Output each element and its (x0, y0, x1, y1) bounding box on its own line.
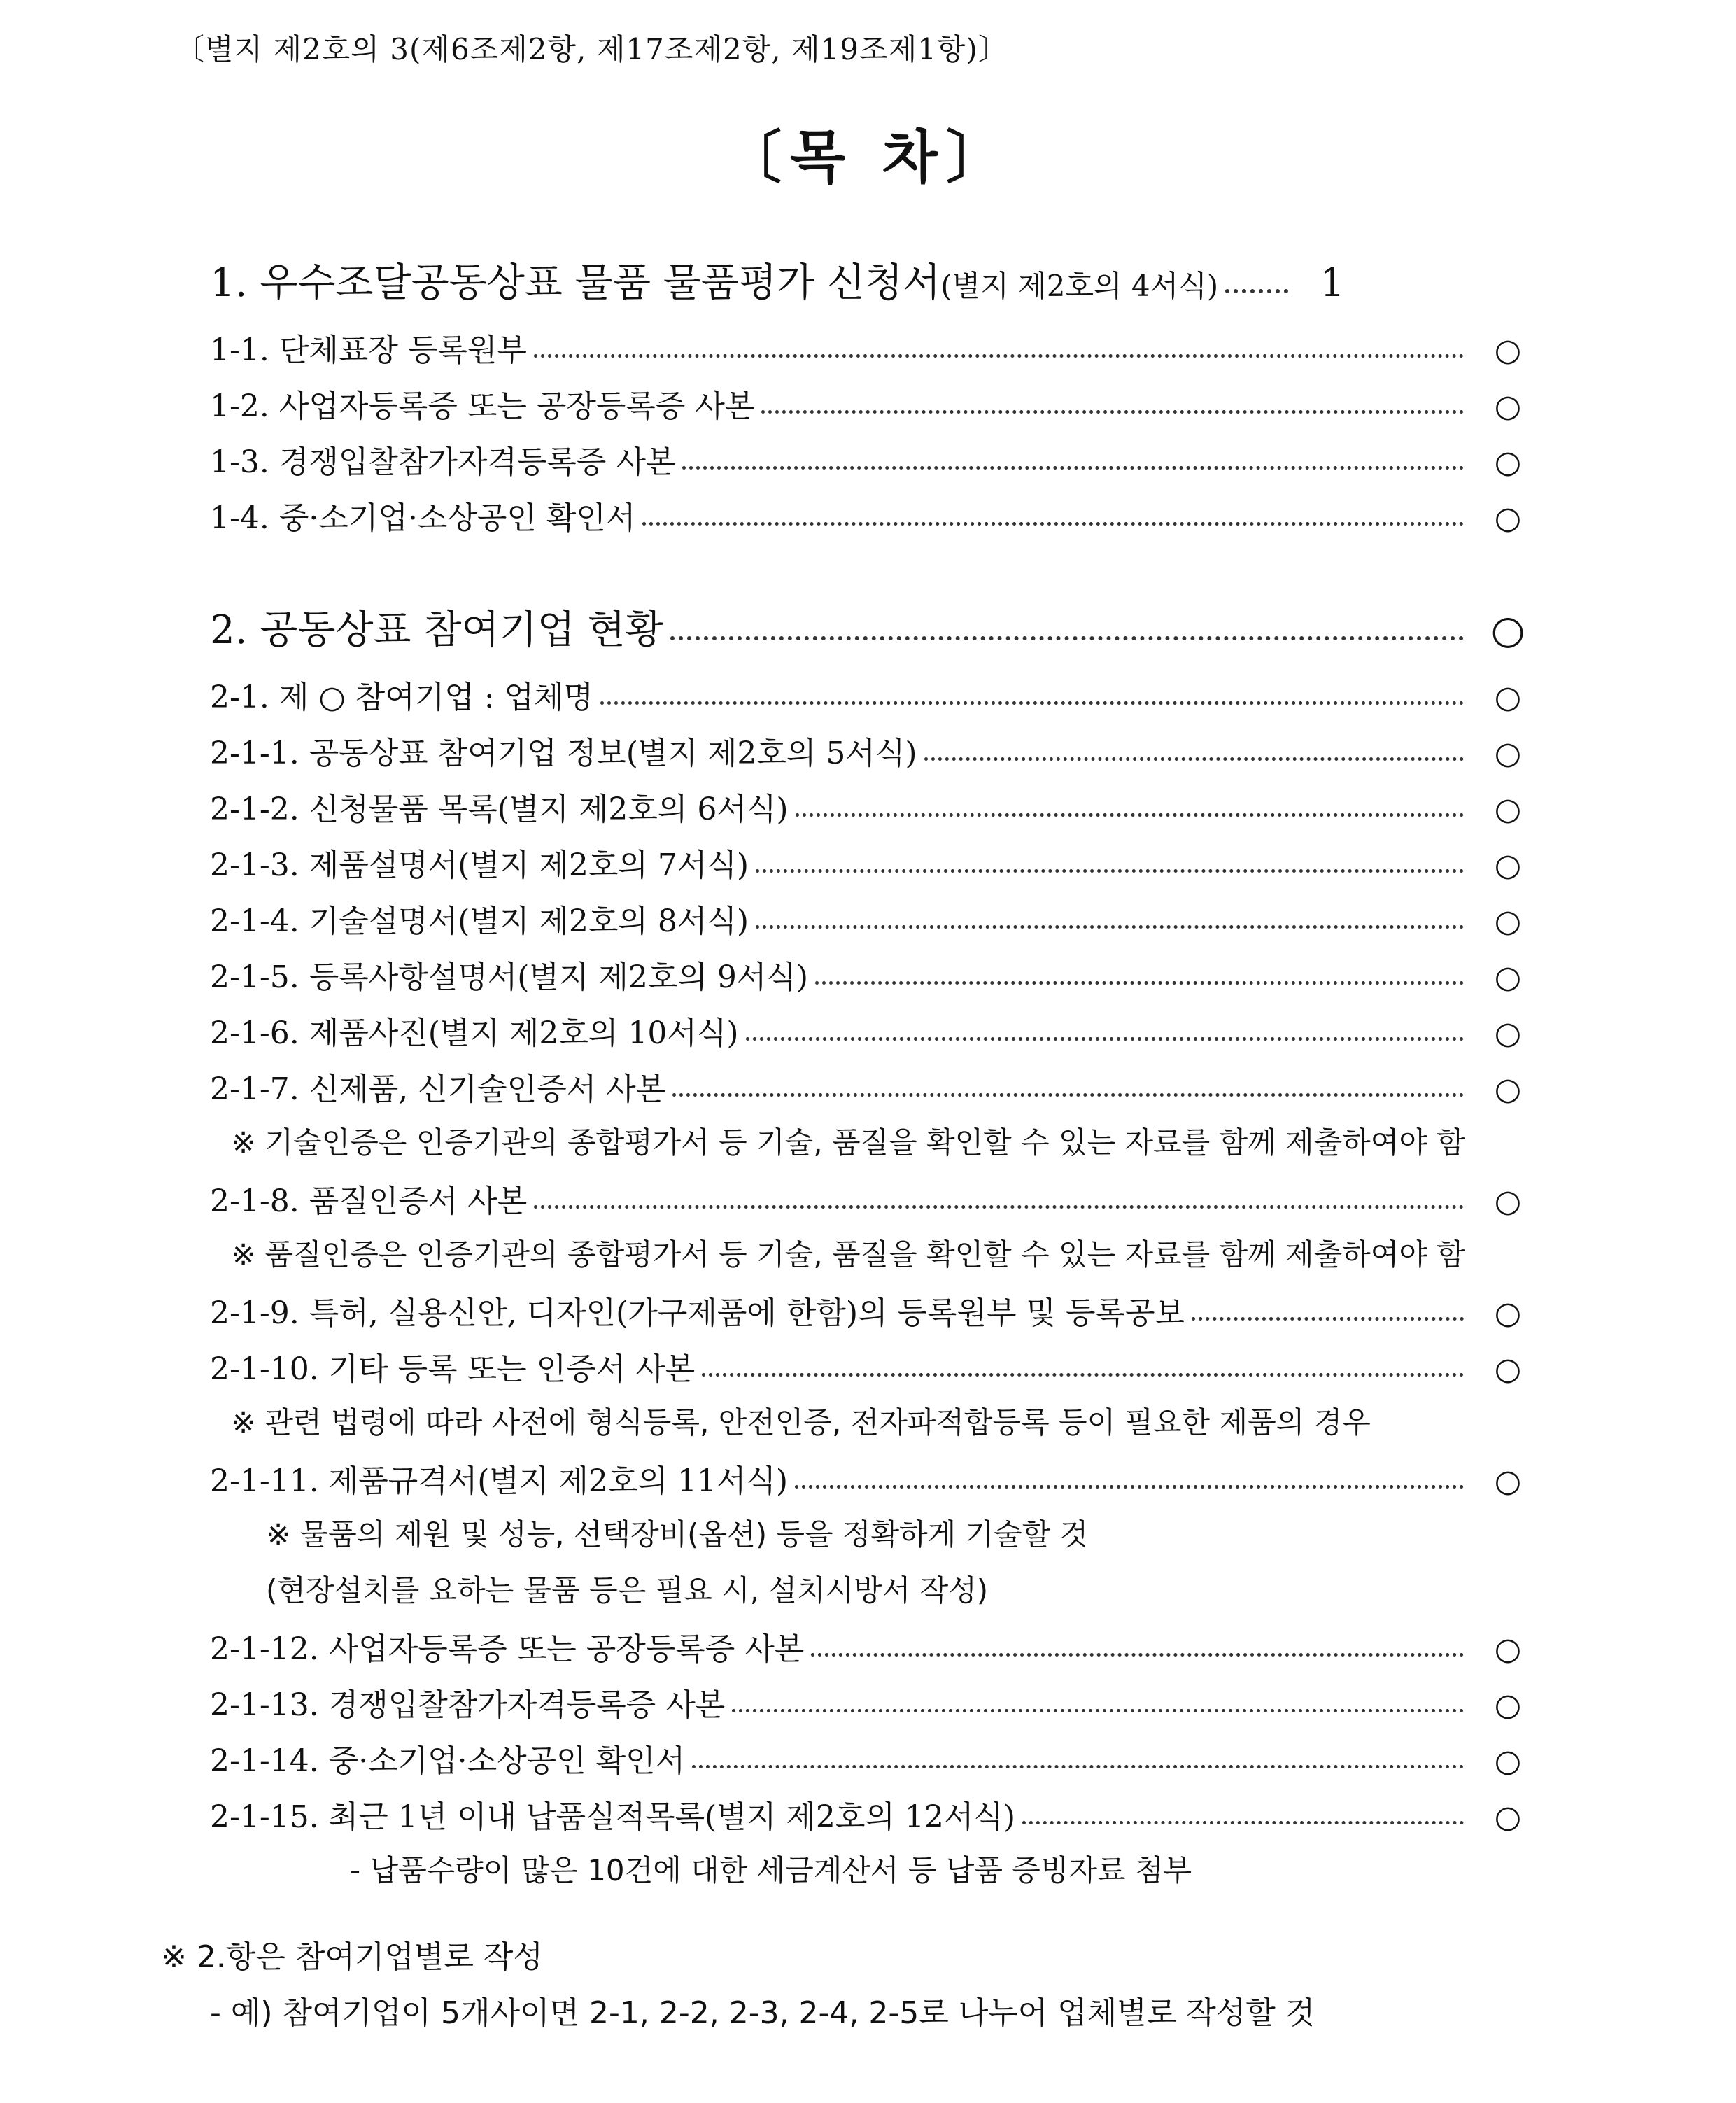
dot-leader (756, 925, 1464, 929)
toc-entry[interactable] (210, 325, 1539, 381)
toc-section-1-label-suffix: (별지 제2호의 4서식) (940, 269, 1219, 303)
dot-leader (732, 1709, 1464, 1712)
toc-note: ※ 관련 법령에 따라 사전에 형식등록, 안전인증, 전자파적합등록 등이 필요한 제품의 경우 (231, 1405, 1371, 1440)
toc-note: - 납품수량이 많은 10건에 대한 세금계산서 등 납품 증빙자료 첨부 (350, 1853, 1192, 1887)
toc-entry-label: 2-1-6. 제품사진(별지 제2호의 10서식) (210, 1015, 739, 1051)
toc-entry[interactable] (210, 437, 1539, 493)
toc-entry[interactable] (210, 1792, 1539, 1848)
dot-leader (1225, 289, 1288, 293)
dot-leader (1022, 1821, 1464, 1824)
toc-page-number: ○ (1494, 1295, 1522, 1331)
dot-leader (746, 1037, 1464, 1041)
toc-page-number: ○ (1494, 903, 1522, 939)
toc-entry[interactable] (210, 952, 1539, 1008)
toc-entry-label: 1-1. 단체표장 등록원부 (210, 332, 527, 368)
dot-leader (815, 981, 1464, 985)
toc-entry-label: 2-1-1. 공동상표 참여기업 정보(별지 제2호의 5서식) (210, 736, 917, 771)
toc-page-number: ○ (1494, 1183, 1522, 1219)
toc-page-number: ○ (1494, 1015, 1522, 1051)
toc-section-2-label: 2. 공동상표 참여기업 현황 (210, 607, 663, 653)
toc-page-number: ○ (1494, 847, 1522, 883)
dot-leader (761, 410, 1464, 414)
toc-entry[interactable] (210, 1680, 1539, 1736)
toc-entry-label: 2-1-12. 사업자등록증 또는 공장등록증 사본 (210, 1631, 805, 1667)
toc-entry-label: 2-1-15. 최근 1년 이내 납품실적목록(별지 제2호의 12서식) (210, 1799, 1015, 1835)
dot-leader (642, 522, 1464, 526)
toc-entry[interactable] (210, 1624, 1539, 1680)
toc-entry[interactable] (210, 1288, 1539, 1344)
toc-page-number: ○ (1494, 1351, 1522, 1387)
toc-entry-label: 2-1-2. 신청물품 목록(별지 제2호의 6서식) (210, 792, 789, 827)
toc-entry-label: 1-4. 중·소기업·소상공인 확인서 (210, 500, 636, 536)
toc-page-number: ○ (1490, 607, 1525, 653)
toc-entry-label: 2-1-10. 기타 등록 또는 인증서 사본 (210, 1351, 696, 1387)
dot-leader (796, 813, 1464, 817)
toc-page-number: 1 (1320, 260, 1345, 306)
toc-entry[interactable] (210, 840, 1539, 896)
toc-entry-label: 2-1-9. 특허, 실용신안, 디자인(가구제품에 한함)의 등록원부 및 등록공보 (210, 1295, 1185, 1331)
toc-section-1[interactable] (210, 252, 1539, 325)
toc-entry[interactable] (210, 1344, 1539, 1400)
dot-leader (534, 354, 1464, 358)
toc-entry-label: 1-3. 경쟁입찰참가자격등록증 사본 (210, 444, 676, 480)
toc-page-number: ○ (1494, 736, 1522, 771)
toc-entry[interactable] (210, 1456, 1539, 1512)
toc-entry-label: 2-1-5. 등록사항설명서(별지 제2호의 9서식) (210, 959, 809, 995)
toc-entry[interactable] (210, 672, 1539, 728)
toc-page-number: ○ (1494, 332, 1522, 368)
toc-note: ※ 물품의 제원 및 성능, 선택장비(옵션) 등을 정확하게 기술할 것 (266, 1517, 1089, 1552)
toc-note: ※ 품질인증은 인증기관의 종합평가서 등 기술, 품질을 확인할 수 있는 자료를 함께 제출하여야 함 (231, 1237, 1465, 1272)
toc-entry[interactable] (210, 1064, 1539, 1120)
toc-entry-label: 2-1-3. 제품설명서(별지 제2호의 7서식) (210, 847, 749, 883)
toc-entry-label: 1-2. 사업자등록증 또는 공장등록증 사본 (210, 388, 755, 424)
toc-section-1-label: 1. 우수조달공동상표 물품 물품평가 신청서 (210, 260, 941, 306)
toc-entry[interactable] (210, 784, 1539, 840)
toc-entry-label: 2-1-11. 제품규격서(별지 제2호의 11서식) (210, 1463, 789, 1499)
toc-page-number: ○ (1494, 792, 1522, 827)
toc-section-2-items (210, 672, 1539, 1904)
toc-entry[interactable] (210, 1736, 1539, 1792)
toc-entry-label: 2-1-14. 중·소기업·소상공인 확인서 (210, 1743, 686, 1779)
toc-page-number: ○ (1494, 500, 1522, 536)
toc-entry-label: 2-1-8. 품질인증서 사본 (210, 1183, 528, 1219)
toc-page-number: ○ (1494, 1071, 1522, 1107)
dot-leader (534, 1205, 1464, 1209)
dot-leader (670, 636, 1464, 640)
toc-entry[interactable] (210, 728, 1539, 784)
dot-leader (924, 757, 1464, 761)
toc-page-number: ○ (1494, 388, 1522, 424)
toc-entry-label: 2-1. 제 ○ 참여기업 : 업체명 (210, 680, 594, 715)
toc-section-2[interactable] (210, 599, 1539, 672)
toc-page-number: ○ (1494, 680, 1522, 715)
toc-entry[interactable] (210, 381, 1539, 437)
dot-leader (702, 1373, 1464, 1377)
toc-entry-label: 2-1-4. 기술설명서(별지 제2호의 8서식) (210, 903, 749, 939)
toc-entry-label: 2-1-7. 신제품, 신기술인증서 사본 (210, 1071, 666, 1107)
toc-note: (현장설치를 요하는 물품 등은 필요 시, 설치시방서 작성) (266, 1573, 989, 1608)
toc-page-number: ○ (1494, 1799, 1522, 1835)
toc-entry[interactable] (210, 1008, 1539, 1064)
form-reference: 〔별지 제2호의 3(제6조제2항, 제17조제2항, 제19조제1항)〕 (175, 32, 1008, 66)
toc-entry[interactable] (210, 896, 1539, 952)
dot-leader (795, 1485, 1464, 1489)
dot-leader (1192, 1317, 1464, 1321)
toc-page-number: ○ (1494, 1687, 1522, 1723)
footer-notes (161, 1932, 1630, 2044)
dot-leader (682, 466, 1464, 470)
footer-example: - 예) 참여기업이 5개사이면 2-1, 2-2, 2-3, 2-4, 2-5로 나누어 업체별로 작성할 것 (210, 1995, 1315, 2031)
toc-page-number: ○ (1494, 1631, 1522, 1667)
dot-leader (600, 701, 1464, 705)
table-of-contents (210, 252, 1539, 1904)
toc-page-number: ○ (1494, 1743, 1522, 1779)
toc-page-number: ○ (1494, 959, 1522, 995)
dot-leader (672, 1093, 1464, 1097)
toc-page-number: ○ (1494, 1463, 1522, 1499)
toc-section-1-items (210, 325, 1539, 549)
toc-note: ※ 기술인증은 인증기관의 종합평가서 등 기술, 품질을 확인할 수 있는 자료를 함께 제출하여야 함 (231, 1125, 1465, 1160)
toc-entry-label: 2-1-13. 경쟁입찰참가자격등록증 사본 (210, 1687, 726, 1723)
toc-entry[interactable] (210, 1176, 1539, 1232)
dot-leader (692, 1765, 1464, 1768)
dot-leader (811, 1653, 1464, 1657)
dot-leader (756, 869, 1464, 873)
toc-entry[interactable] (210, 493, 1539, 549)
toc-page-number: ○ (1494, 444, 1522, 480)
page-title: 〔목 차〕 (724, 124, 1012, 191)
footer-note: ※ 2.항은 참여기업별로 작성 (161, 1939, 543, 1975)
